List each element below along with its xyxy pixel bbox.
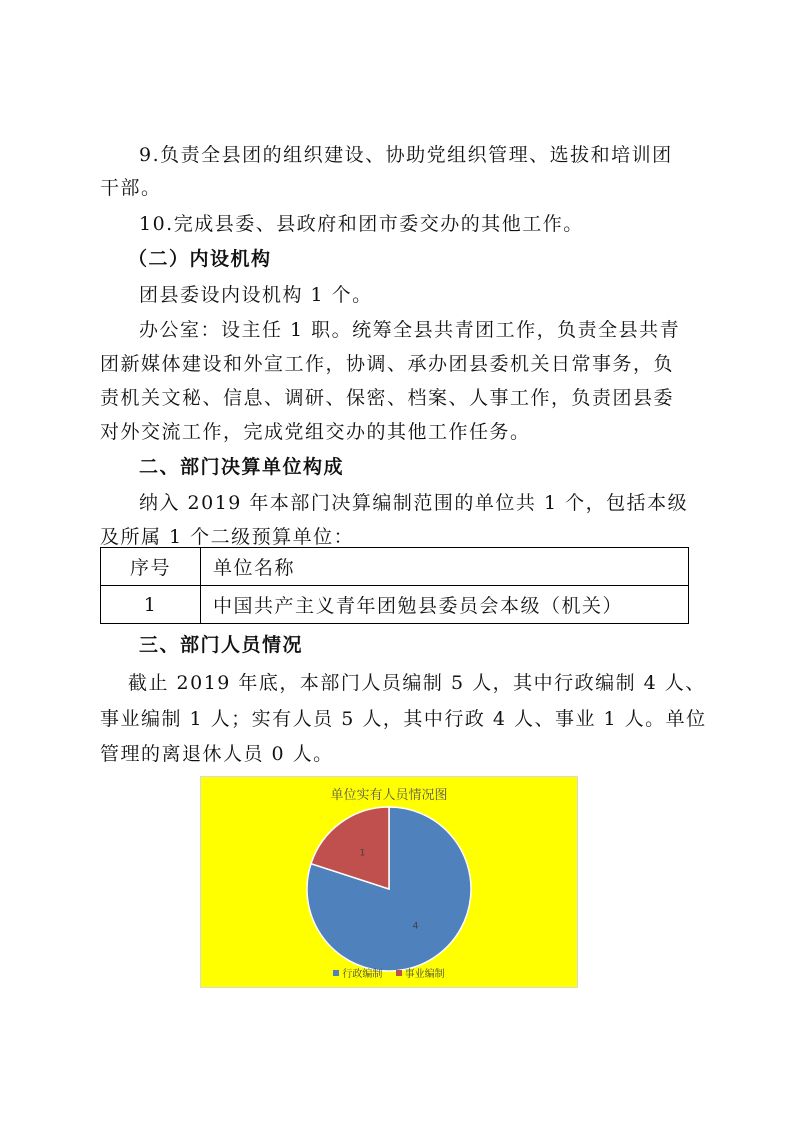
- pie-label-institution: 1: [359, 848, 366, 859]
- staff-line-2: 事业编制 1 人；实有人员 5 人，其中行政 4 人、事业 1 人。单位: [100, 708, 707, 730]
- chart-title: 单位实有人员情况图: [330, 788, 448, 803]
- legend-swatch-institution: [396, 970, 402, 976]
- office-line-3: 责机关文秘、信息、调研、保密、档案、人事工作，负责团县委: [100, 387, 675, 409]
- heading-units: 二、部门决算单位构成: [139, 456, 345, 478]
- paragraph-9-line-2: 干部。: [100, 177, 162, 199]
- legend-item-admin: [333, 965, 382, 980]
- legend-label-admin: 行政编制: [342, 969, 383, 980]
- row-seq: 1: [101, 586, 201, 624]
- chart-legend: [201, 965, 577, 980]
- row-unit-name: 中国共产主义青年团勉县委员会本级（机关）: [201, 586, 689, 624]
- staff-line-3: 管理的离退休人员 0 人。: [100, 743, 334, 765]
- pie-chart: [200, 776, 578, 988]
- pie-chart-svg: [201, 777, 577, 987]
- units-line-2: 及所属 1 个二级预算单位：: [100, 526, 355, 548]
- table-header-row: [101, 548, 689, 586]
- heading-staff: 三、部门人员情况: [139, 634, 304, 656]
- header-unit-name: 单位名称: [201, 548, 689, 586]
- pie-label-admin: 4: [412, 921, 419, 932]
- legend-swatch-admin: [333, 970, 339, 976]
- office-line-1: 办公室：设主任 1 职。统筹全县共青团工作，负责全县共青: [139, 319, 681, 341]
- paragraph-9-line-1: 9.负责全县团的组织建设、协助党组织管理、选拔和培训团: [139, 144, 673, 166]
- staff-line-1: 截止 2019 年底，本部门人员编制 5 人，其中行政编制 4 人、: [128, 672, 706, 694]
- header-seq: 序号: [101, 548, 201, 586]
- table-row: [101, 586, 689, 624]
- office-line-4: 对外交流工作，完成党组交办的其他工作任务。: [100, 421, 531, 443]
- units-table: [100, 547, 689, 624]
- paragraph-10: 10.完成县委、县政府和团市委交办的其他工作。: [139, 213, 584, 235]
- legend-item-institution: [396, 965, 445, 980]
- internal-count-text: 团县委设内设机构 1 个。: [139, 284, 373, 306]
- units-line-1: 纳入 2019 年本部门决算编制范围的单位共 1 个，包括本级: [139, 492, 689, 514]
- legend-label-institution: 事业编制: [404, 969, 445, 980]
- heading-internal-structure: （二）内设机构: [128, 248, 272, 270]
- office-line-2: 团新媒体建设和外宣工作，协调、承办团县委机关日常事务，负: [100, 353, 675, 375]
